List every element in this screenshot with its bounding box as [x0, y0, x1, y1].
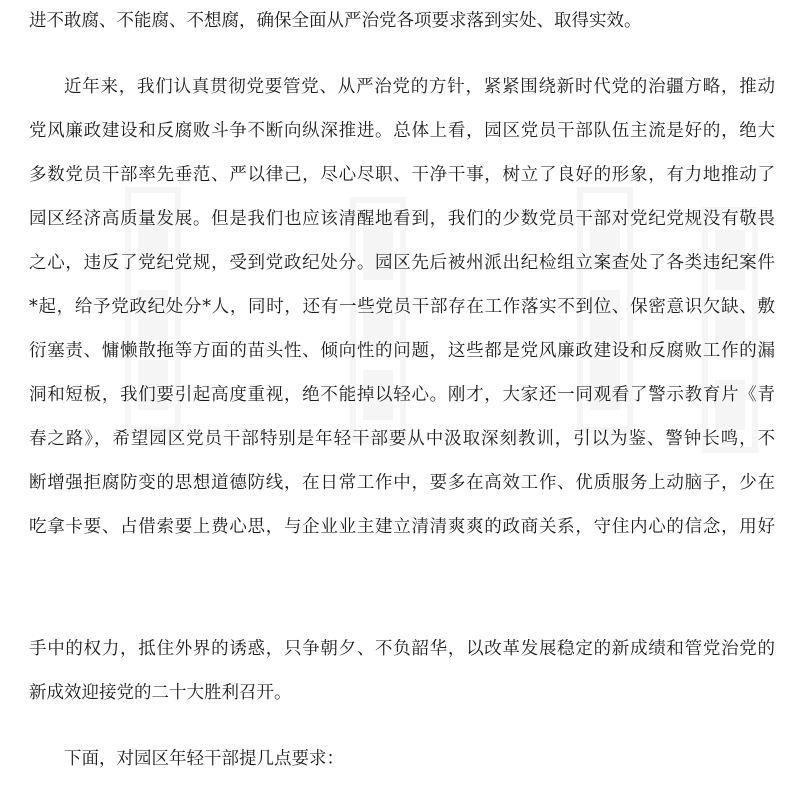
paragraph-2-line: 洞和短板，我们要引起高度重视，绝不能掉以轻心。刚才，大家还一同观看了警示教育片《青	[29, 385, 775, 405]
paragraph-2-line: 之心，违反了党纪党规，受到党政纪处分。园区先后被州派出纪检组立案查处了各类违纪案件	[29, 253, 775, 273]
paragraph-3-line: 下面，对园区年轻干部提几点要求：	[64, 749, 344, 769]
paragraph-2-line: 断增强拒腐防变的思想道德防线，在日常工作中，要多在高效工作、优质服务上动脑子，少在	[29, 473, 775, 493]
paragraph-2-line: 党风廉政建设和反腐败斗争不断向纵深推进。总体上看，园区党员干部队伍主流是好的，绝大	[29, 121, 775, 141]
paragraph-2-line: 园区经济高质量发展。但是我们也应该清醒地看到，我们的少数党员干部对党纪党规没有敬畏	[29, 209, 775, 229]
paragraph-2-line: 手中的权力，抵住外界的诱惑，只争朝夕、不负韶华，以改革发展稳定的新成绩和管党治党的	[29, 639, 775, 659]
paragraph-2-line: 吃拿卡要、占借索要上费心思，与企业业主建立清清爽爽的政商关系，守住内心的信念，用好	[29, 517, 775, 537]
paragraph-1-line: 进不敢腐、不能腐、不想腐，确保全面从严治党各项要求落到实处、取得实效。	[29, 11, 642, 31]
paragraph-2-line: 多数党员干部率先垂范、严以律己，尽心尽职、干净干事，树立了良好的形象，有力地推动了	[29, 165, 775, 185]
paragraph-2-line: *起，给予党政纪处分*人，同时，还有一些党员干部存在工作落实不到位、保密意识欠缺、敷	[29, 297, 775, 317]
paragraph-2-line: 近年来，我们认真贯彻党要管党、从严治党的方针，紧紧围绕新时代党的治疆方略，推动	[64, 77, 775, 97]
paragraph-2-line: 衍塞责、慵懒散拖等方面的苗头性、倾向性的问题，这些都是党风廉政建设和反腐败工作的漏	[29, 341, 775, 361]
paragraph-2-line: 新成效迎接党的二十大胜利召开。	[29, 683, 292, 703]
paragraph-2-line: 春之路》，希望园区党员干部特别是年轻干部要从中汲取深刻教训，引以为鉴、警钟长鸣，不	[29, 429, 775, 449]
